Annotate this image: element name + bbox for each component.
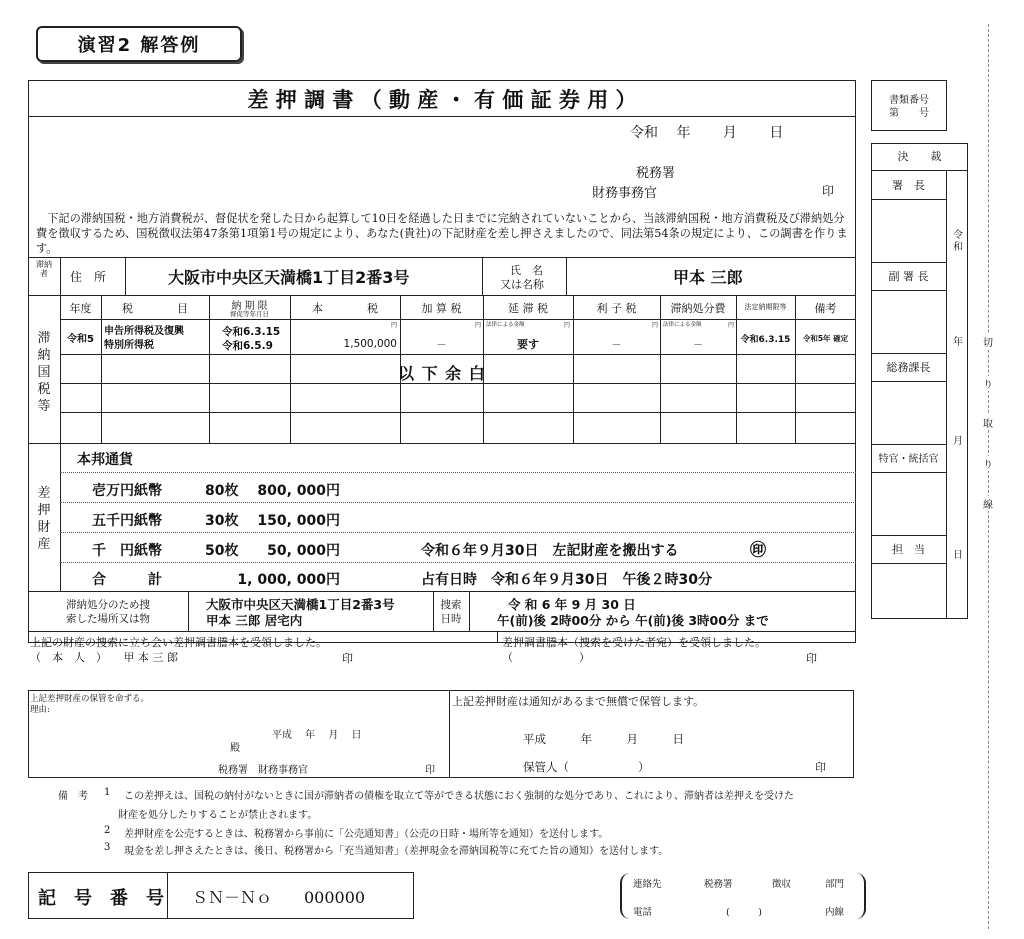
approval-role-2: 副 署 長 — [888, 270, 929, 283]
approval-header: 決 裁 — [897, 150, 942, 163]
receipt-left-seal: 印 — [342, 652, 353, 665]
property-amount-3: 50, 000円 — [267, 543, 340, 559]
note-3-num: 3 — [104, 842, 111, 853]
taxpayer-address: 大阪市中央区天満橋1丁目2番3号 — [168, 268, 410, 287]
approval-role-5: 担 当 — [892, 543, 925, 556]
custody-right-1: 上記差押財産は通知があるまで無償で保管します。 — [452, 695, 705, 708]
property-count-3: 50枚 — [205, 543, 239, 559]
th-year: 年度 — [69, 302, 92, 315]
note-2-num: 2 — [104, 825, 111, 836]
unit-note-fee: 法律による金額 — [663, 322, 702, 328]
office-label: 税務署 — [636, 166, 676, 181]
th-delinquency: 延 滞 税 — [508, 302, 548, 315]
approval-role-4: 特官・統括官 — [878, 454, 939, 465]
search-time-label-1: 捜索 — [440, 599, 462, 611]
row-year: 令和5 — [67, 334, 94, 345]
yen-unit-delinquency: 円 — [563, 322, 570, 329]
property-amount-1: 800, 000円 — [257, 483, 340, 499]
th-fee: 滞納処分費 — [670, 302, 726, 315]
row-item-1: 申告所得税及復興 — [104, 326, 184, 337]
receipt-right-2: （ ） — [502, 651, 590, 664]
taxpayer-name: 甲本 三郎 — [673, 268, 743, 287]
cut-char-1: 切 — [981, 334, 995, 349]
total-amount: 1, 000, 000円 — [237, 572, 340, 588]
officer-label: 財務事務官 — [592, 186, 658, 201]
row-legal: 令和6.3.15 — [740, 335, 791, 345]
carry-out-note: 令和６年９月30日 左記財産を搬出する — [421, 543, 679, 559]
row-remarks: 令和5年 確定 — [802, 334, 849, 343]
th-due-1: 納 期 限 — [231, 301, 268, 312]
custody-right-date: 平成 年 月 日 — [523, 732, 684, 746]
stamp-mark: ㊞ — [749, 540, 766, 559]
address-label: 住 所 — [70, 270, 107, 284]
contact-dept: 徴収 — [772, 879, 792, 890]
th-item: 税 目 — [122, 302, 188, 315]
possession-note: 占有日時 令和６年９月30日 午後２時30分 — [421, 572, 712, 588]
row-item-2: 特別所得税 — [104, 340, 154, 351]
form-title: 差 押 調 書 （ 動 産 ・ 有 価 証 券 用 ） — [247, 88, 637, 112]
note-1-num: 1 — [104, 787, 111, 798]
custody-left-1: 上記差押財産の保管を命ずる。 — [30, 694, 150, 704]
date-line: 令和 年 月 日 — [630, 125, 784, 141]
side-era: 令和 — [953, 230, 963, 253]
blank-note: 以 下 余 白 — [398, 364, 486, 383]
note-1-text: この差押えは、国税の納付がないときに国が滞納者の債権を取立て等ができる状態におく強制的な処分であり、これにより、滞納者は差押えを受けた — [124, 791, 794, 802]
note-2-text: 差押財産を公売するときは、税務署から事前に「公売通知書」（公売の日時・場所等を通知）を送付します。 — [124, 829, 609, 840]
side-year: 年 — [953, 337, 963, 348]
th-remarks: 備考 — [814, 302, 837, 315]
taxpayer-side-label: 滞納者 — [36, 260, 52, 278]
custody-left-date: 平成 年 月 日 — [272, 730, 362, 741]
code-value: ＳＮ－Ｎｏ 000000 — [192, 888, 366, 907]
row-additional: － — [436, 340, 447, 351]
badge: 演習2 解答例 — [36, 26, 242, 62]
row-due-2: 令和6.5.9 — [222, 340, 273, 352]
contact-label: 連絡先 — [633, 879, 662, 890]
custody-left-dono: 殿 — [230, 743, 240, 754]
custody-left-2: 理由: — [30, 705, 50, 715]
contact-phone: 電話 — [633, 907, 653, 918]
property-kind-2: 五千円紙幣 — [92, 513, 162, 529]
custody-left-seal: 印 — [425, 765, 435, 776]
row-delinquency: 要す — [517, 338, 539, 351]
property-heading: 本邦通貨 — [77, 452, 133, 468]
property-side-label: 差押財産 — [37, 486, 51, 552]
custody-right-keeper: 保管人（ ） — [523, 760, 650, 774]
contact-section: 部門 — [825, 879, 845, 890]
contact-paren: ( ) — [726, 907, 762, 918]
notes-label: 備 考 — [58, 791, 88, 802]
doc-number-label: 書類番号 — [889, 95, 929, 106]
contact-office: 税務署 — [704, 879, 733, 890]
search-place-label-2: 索した場所又は物 — [66, 613, 150, 625]
th-additional: 加 算 税 — [421, 302, 462, 315]
custody-box — [28, 690, 854, 778]
note-1b-text: 財産を処分したりすることが禁止されます。 — [118, 810, 318, 821]
cut-char-2: り — [981, 376, 995, 391]
th-principal: 本 税 — [312, 302, 378, 315]
tax-side-label: 滞納国税等 — [37, 331, 51, 414]
yen-unit-fee: 円 — [727, 322, 734, 329]
name-label-1: 氏 名 — [510, 264, 543, 277]
doc-number-value: 第 号 — [889, 108, 929, 119]
yen-unit-principal: 円 — [390, 322, 397, 329]
receipt-left-1: 上記の財産の捜索に立ち会い差押調書謄本を受領しました。 — [30, 636, 327, 649]
row-due-1: 令和6.3.15 — [222, 326, 281, 338]
property-count-1: 80枚 — [205, 483, 239, 499]
contact-ext: 内線 — [825, 907, 845, 918]
search-time-1: 令 和 6 年 9 月 30 日 — [508, 597, 636, 612]
search-time-2: 午(前)後 2時00分 から 午(前)後 3時00分 まで — [497, 613, 769, 628]
body-text: 下記の滞納国税・地方消費税が、督促状を発した日から起算して10日を経過した日までに完納されていないことから、当該滞納国税・地方消費税及び滞納処分費を徴収するため、国税徴収法第47条第1項第1号の規定により、あなた(貴社)の下記財産を差し押さえましたので、同法第54条の規定により、この調書を作ります。 — [36, 212, 848, 255]
property-amount-2: 150, 000円 — [257, 513, 340, 529]
th-due-2: 督促等年月日 — [230, 310, 269, 318]
cut-line — [988, 24, 989, 929]
seal-mark: 印 — [822, 184, 835, 198]
side-day: 日 — [953, 550, 963, 561]
receipt-right-1: 差押調書謄本（捜索を受けた者宛）を受領しました。 — [502, 636, 766, 649]
th-interest: 利 子 税 — [596, 302, 637, 315]
total-label: 合 計 — [92, 572, 162, 588]
search-place-1: 大阪市中央区天満橋1丁目2番3号 — [206, 597, 395, 612]
note-3-text: 現金を差し押さえたときは、後日、税務署から「充当通知書」（差押現金を滞納国税等に充てた旨の通知）を送付します。 — [124, 846, 669, 857]
name-label-2: 又は名称 — [500, 278, 544, 291]
code-label: 記 号 番 号 — [38, 888, 164, 909]
receipt-right-seal: 印 — [806, 652, 817, 665]
property-kind-3: 千 円紙幣 — [92, 543, 162, 559]
row-interest: － — [611, 340, 622, 351]
property-count-2: 30枚 — [205, 513, 239, 529]
cut-char-4: り — [981, 456, 995, 471]
cut-char-5: 線 — [981, 496, 995, 511]
property-kind-1: 壱万円紙幣 — [92, 483, 162, 499]
cut-char-3: 取 — [981, 415, 995, 430]
row-principal: 1,500,000 — [343, 338, 397, 350]
search-place-2: 甲本 三郎 居宅内 — [206, 613, 303, 628]
yen-unit-interest: 円 — [651, 322, 658, 329]
custody-right-seal: 印 — [815, 761, 826, 774]
row-fee: － — [693, 340, 703, 351]
custody-left-office: 税務署 財務事務官 — [218, 765, 308, 776]
approval-role-3: 総務課長 — [886, 361, 931, 374]
approval-role-1: 署 長 — [892, 179, 925, 192]
receipt-left-2: （ 本 人 ） 甲 本 三 郎 — [30, 651, 178, 664]
yen-unit-additional: 円 — [474, 322, 481, 329]
search-place-label-1: 滞納処分のため捜 — [66, 599, 150, 611]
unit-note-delinquency: 法律による金額 — [486, 322, 525, 328]
search-time-label-2: 日時 — [440, 613, 462, 625]
side-month: 月 — [953, 436, 963, 447]
th-legal: 法定納期限等 — [744, 303, 787, 311]
